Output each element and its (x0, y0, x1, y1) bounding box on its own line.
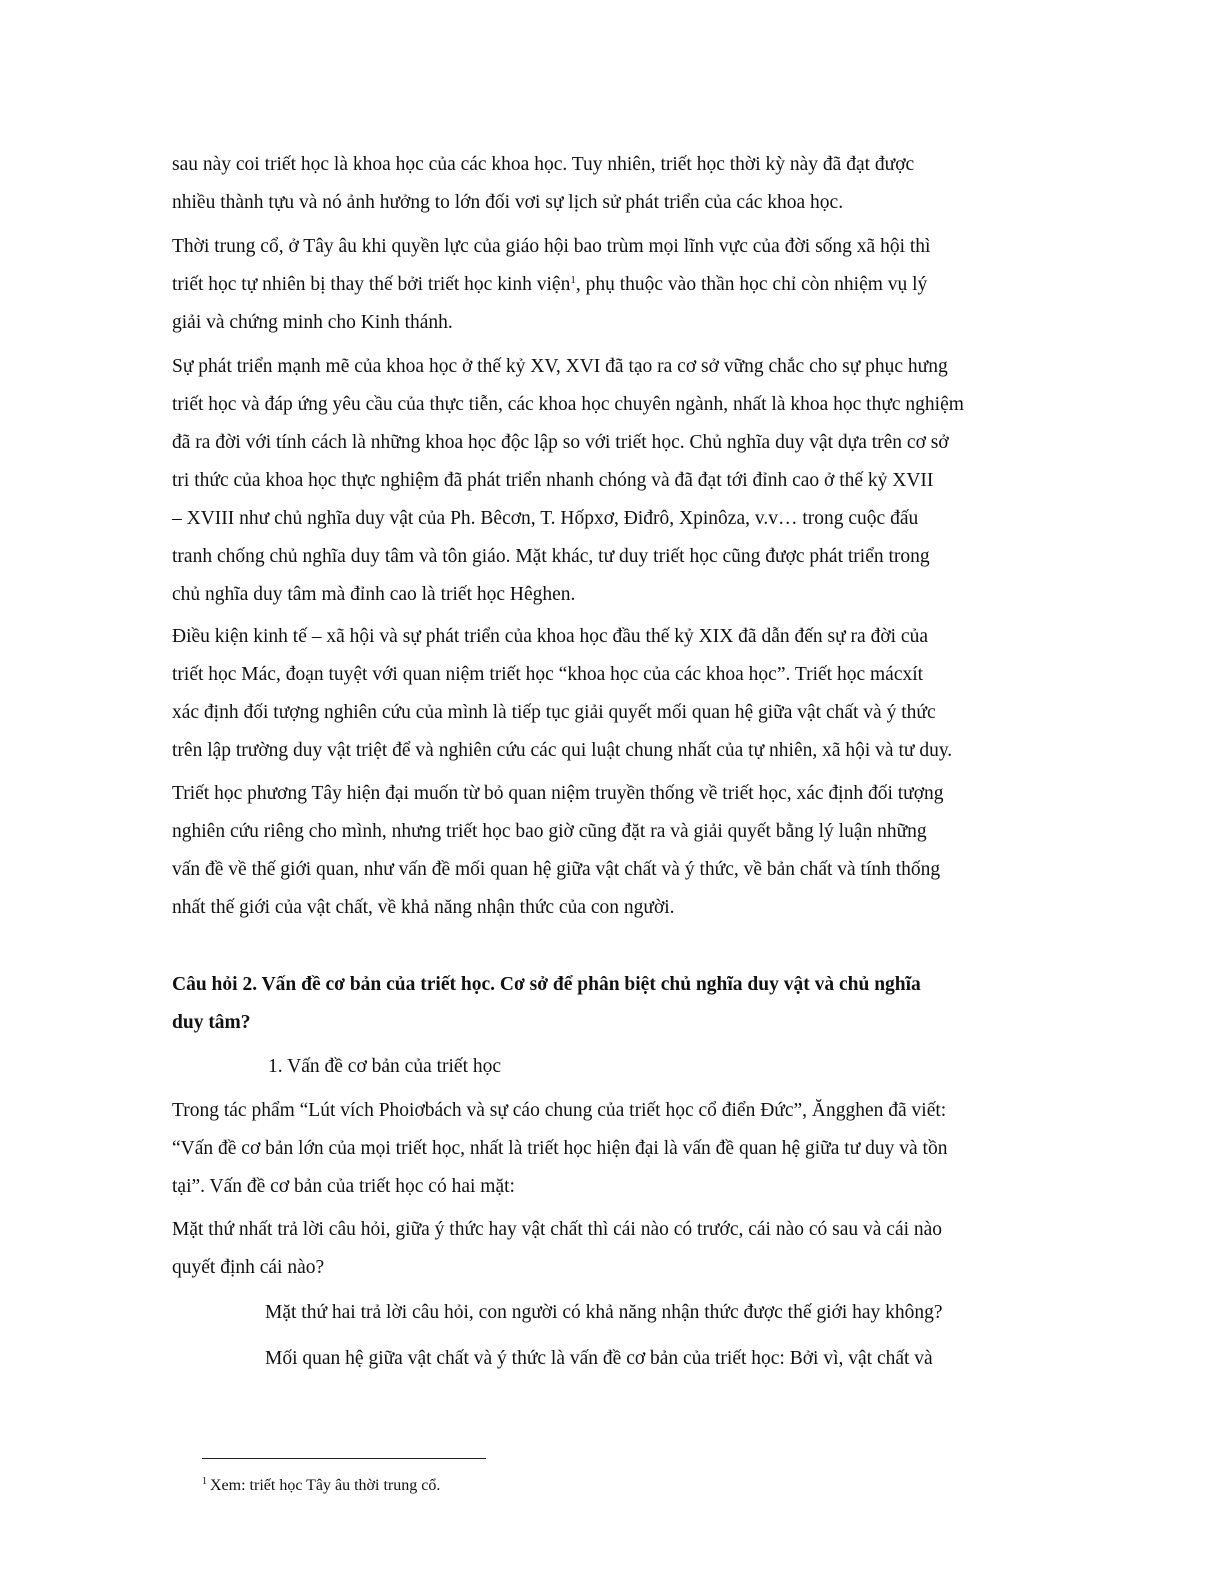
text-line: tại”. Vấn đề cơ bản của triết học có hai mặt: (172, 1176, 515, 1197)
text-line: xác định đối tượng nghiên cứu của mình là tiếp tục giải quyết mối quan hệ giữa vật chất và ý thức (172, 702, 936, 723)
text-line: giải và chứng minh cho Kinh thánh. (172, 312, 453, 333)
text-segment: , phụ thuộc vào thần học chỉ còn nhiệm vụ lý (575, 274, 928, 295)
text-line: triết học Mác, đoạn tuyệt với quan niệm triết học “khoa học của các khoa học”. Triết học mácxít (172, 664, 924, 685)
text-line: nhiều thành tựu và nó ảnh hưởng to lớn đối vơi sự lịch sử phát triển của các khoa học. (172, 192, 844, 213)
text-line: đã ra đời với tính cách là những khoa học độc lập so với triết học. Chủ nghĩa duy vật dựa trên cơ sở (172, 432, 949, 453)
text-line: chủ nghĩa duy tâm mà đỉnh cao là triết học Hêghen. (172, 584, 576, 605)
text-line: Mặt thứ hai trả lời câu hỏi, con người có khả năng nhận thức được thế giới hay không? (265, 1302, 943, 1323)
text-line: Điều kiện kinh tế – xã hội và sự phát triển của khoa học đầu thế kỷ XIX đã dẫn đến sự ra đời của (172, 626, 928, 647)
text-line: Thời trung cổ, ở Tây âu khi quyền lực của giáo hội bao trùm mọi lĩnh vực của đời sống xã hội thì (172, 236, 931, 257)
text-line: trên lập trường duy vật triệt để và nghiên cứu các qui luật chung nhất của tự nhiên, xã hội và tư duy. (172, 740, 953, 761)
heading-line: Câu hỏi 2. Vấn đề cơ bản của triết học. Cơ sở để phân biệt chủ nghĩa duy vật và chủ nghĩa (172, 974, 921, 995)
text-segment: triết học tự nhiên bị thay thế bởi triết học kinh viện (172, 274, 571, 295)
paragraph (172, 1092, 1038, 1206)
paragraph (172, 1211, 1038, 1287)
text-line: – XVIII như chủ nghĩa duy vật của Ph. Bêcơn, T. Hốpxơ, Điđrô, Xpinôza, v.v… trong cuộc đấu (172, 508, 919, 529)
text-line: nhất thế giới của vật chất, về khả năng nhận thức của con người. (172, 897, 675, 918)
footnote-marker[interactable]: 1 (570, 274, 576, 286)
text-line: tranh chống chủ nghĩa duy tâm và tôn giáo. Mặt khác, tư duy triết học cũng được phát triển trong (172, 546, 930, 567)
paragraph (172, 348, 1038, 614)
text-line: Trong tác phẩm “Lút vích Phoiơbách và sự cáo chung của triết học cổ điển Đức”, Ăngghen đã viết: (172, 1100, 947, 1121)
paragraph (265, 1340, 1045, 1378)
text-line: Mặt thứ nhất trả lời câu hỏi, giữa ý thức hay vật chất thì cái nào có trước, cái nào có sau và cái nào (172, 1219, 943, 1240)
heading-line: duy tâm? (172, 1012, 251, 1033)
question-heading (172, 966, 1038, 1042)
paragraph (172, 618, 1038, 770)
text-line: triết học và đáp ứng yêu cầu của thực tiễn, các khoa học chuyên ngành, nhất là khoa học thực nghiệm (172, 394, 964, 415)
paragraph (172, 146, 1038, 222)
footnote (202, 1475, 440, 1497)
paragraph (265, 1294, 1045, 1332)
footnote-separator (202, 1458, 486, 1459)
text-line-with-footnote (172, 266, 1038, 304)
text-line: sau này coi triết học là khoa học của các khoa học. Tuy nhiên, triết học thời kỳ này đã đạt được (172, 154, 915, 175)
text-line: quyết định cái nào? (172, 1257, 325, 1278)
text-line: vấn đề về thế giới quan, như vấn đề mối quan hệ giữa vật chất và ý thức, về bản chất và tính thống (172, 859, 941, 880)
text-line: “Vấn đề cơ bản lớn của mọi triết học, nhất là triết học hiện đại là vấn đề quan hệ giữa tư duy và tồn (172, 1138, 948, 1159)
text-line: Triết học phương Tây hiện đại muốn từ bỏ quan niệm truyền thống về triết học, xác định đối tượng (172, 783, 944, 804)
paragraph (172, 228, 1038, 342)
paragraph (172, 775, 1038, 927)
text-line: tri thức của khoa học thực nghiệm đã phát triển nhanh chóng và đã đạt tới đỉnh cao ở thế kỷ XVII (172, 470, 934, 491)
footnote-text: Xem: triết học Tây âu thời trung cổ. (210, 1477, 441, 1494)
text-line: nghiên cứu riêng cho mình, nhưng triết học bao giờ cũng đặt ra và giải quyết bằng lý luận những (172, 821, 927, 842)
text-line: Mối quan hệ giữa vật chất và ý thức là vấn đề cơ bản của triết học: Bởi vì, vật chất và (265, 1348, 933, 1369)
footnote-number: 1 (202, 1476, 207, 1487)
text-line: Sự phát triển mạnh mẽ của khoa học ở thế kỷ XV, XVI đã tạo ra cơ sở vững chắc cho sự phục hưng (172, 356, 948, 377)
section-title (268, 1048, 968, 1086)
section-title-text: 1. Vấn đề cơ bản của triết học (268, 1056, 502, 1077)
